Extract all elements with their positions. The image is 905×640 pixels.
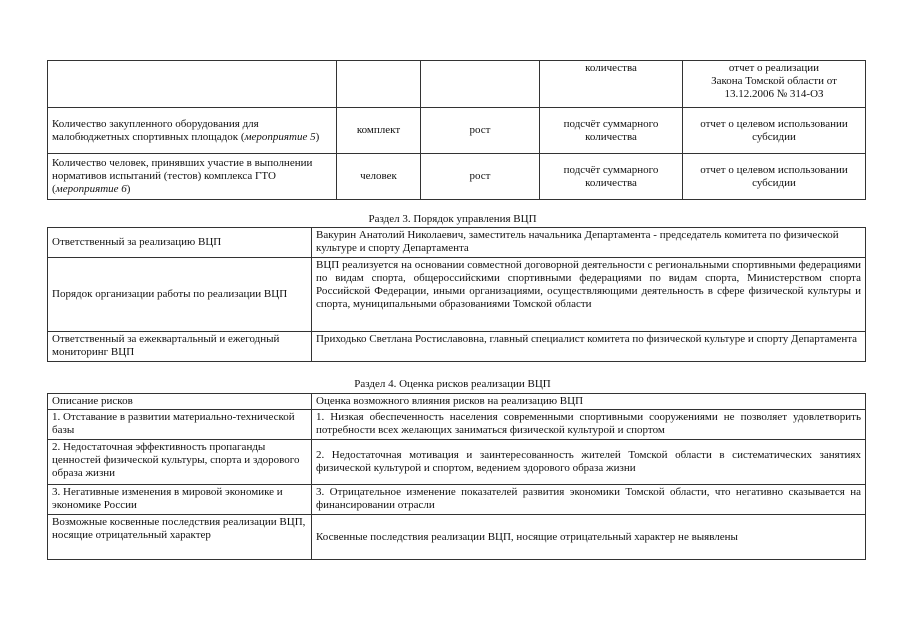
risk-header: Описание рисков bbox=[48, 394, 312, 410]
management-value: ВЦП реализуется на основании совместной договорной деятельности с региональными спортивными федерациями по видам спорта, общероссийскими спортивными федерациями по видам спорта, Министерством спорта Российской Федерации, иными организациями, осуществляющими деятельность в сфере физической культуры и спорта, муниципальными образованиями Томской области bbox=[312, 258, 866, 332]
unit-cell bbox=[337, 61, 421, 108]
management-table bbox=[47, 227, 866, 362]
table-row bbox=[48, 228, 866, 258]
impact-header: Оценка возможного влияния рисков на реализацию ВЦП bbox=[312, 394, 866, 410]
impact-cell: 2. Недостаточная мотивация и заинтересованность жителей Томской области в систематических занятиях физической культурой и спортом, ведением здорового образа жизни bbox=[312, 440, 866, 485]
management-value: Вакурин Анатолий Николаевич, заместитель начальника Департамента - председатель комитета по физической культуре и спорту Департамента bbox=[312, 228, 866, 258]
impact-cell: 3. Отрицательное изменение показателей развития экономики Томской области, что негативно сказывается на финансировании отрасли bbox=[312, 485, 866, 515]
table-row bbox=[48, 440, 866, 485]
risk-cell: Возможные косвенные последствия реализации ВЦП, носящие отрицательный характер bbox=[48, 515, 312, 560]
trend-cell: рост bbox=[421, 108, 540, 154]
risk-table bbox=[47, 393, 866, 560]
impact-cell: Косвенные последствия реализации ВЦП, носящие отрицательный характер не выявлены bbox=[312, 515, 866, 560]
indicators-table bbox=[47, 60, 866, 200]
method-cell: количества bbox=[540, 61, 683, 108]
trend-cell bbox=[421, 61, 540, 108]
indicator-name-cell: Количество закупленного оборудования для малобюджетных спортивных площадок (мероприятие 5) bbox=[48, 108, 337, 154]
indicator-name-cell bbox=[48, 61, 337, 108]
management-label: Ответственный за ежеквартальный и ежегодный мониторинг ВЦП bbox=[48, 332, 312, 362]
management-value: Приходько Светлана Ростиславовна, главный специалист комитета по физической культуре и спорту Департамента bbox=[312, 332, 866, 362]
method-cell: подсчёт суммарного количества bbox=[540, 154, 683, 200]
source-line: Закона Томской области от bbox=[711, 75, 837, 87]
method-cell: подсчёт суммарного количества bbox=[540, 108, 683, 154]
table-row bbox=[48, 258, 866, 332]
risk-cell: 2. Недостаточная эффективность пропаганды ценностей физической культуры, спорта и здорового образа жизни bbox=[48, 440, 312, 485]
unit-cell: человек bbox=[337, 154, 421, 200]
table-header-row bbox=[48, 394, 866, 410]
source-line: 13.12.2006 № 314-ОЗ bbox=[724, 88, 824, 100]
risk-cell: 1. Отставание в развитии материально-технической базы bbox=[48, 410, 312, 440]
event-ref: мероприятие 5 bbox=[244, 130, 316, 143]
management-label: Ответственный за реализацию ВЦП bbox=[48, 228, 312, 258]
table-row bbox=[48, 154, 866, 200]
section4-title: Раздел 4. Оценка рисков реализации ВЦП bbox=[354, 378, 551, 390]
section3-title: Раздел 3. Порядок управления ВЦП bbox=[368, 213, 537, 225]
table-row bbox=[48, 61, 866, 108]
table-row bbox=[48, 332, 866, 362]
source-line: отчет о реализации bbox=[728, 62, 820, 74]
management-label: Порядок организации работы по реализации ВЦП bbox=[48, 258, 312, 332]
unit-cell: комплект bbox=[337, 108, 421, 154]
risk-cell: 3. Негативные изменения в мировой экономике и экономике России bbox=[48, 485, 312, 515]
source-cell: отчет о целевом использовании субсидии bbox=[683, 108, 866, 154]
impact-cell: 1. Низкая обеспеченность населения современными спортивными сооружениями не позволяет удовлетворить потребности всех желающих заниматься физической культурой и спортом bbox=[312, 410, 866, 440]
trend-cell: рост bbox=[421, 154, 540, 200]
table-row bbox=[48, 108, 866, 154]
table-row bbox=[48, 485, 866, 515]
table-row bbox=[48, 410, 866, 440]
source-cell: отчет о целевом использовании субсидии bbox=[683, 154, 866, 200]
event-ref: мероприятие 6 bbox=[55, 183, 127, 195]
source-cell bbox=[683, 61, 866, 108]
table-row bbox=[48, 515, 866, 560]
indicator-name-cell: Количество человек, принявших участие в выполнении нормативов испытаний (тестов) комплекса ГТО (мероприятие 6) bbox=[48, 154, 337, 200]
